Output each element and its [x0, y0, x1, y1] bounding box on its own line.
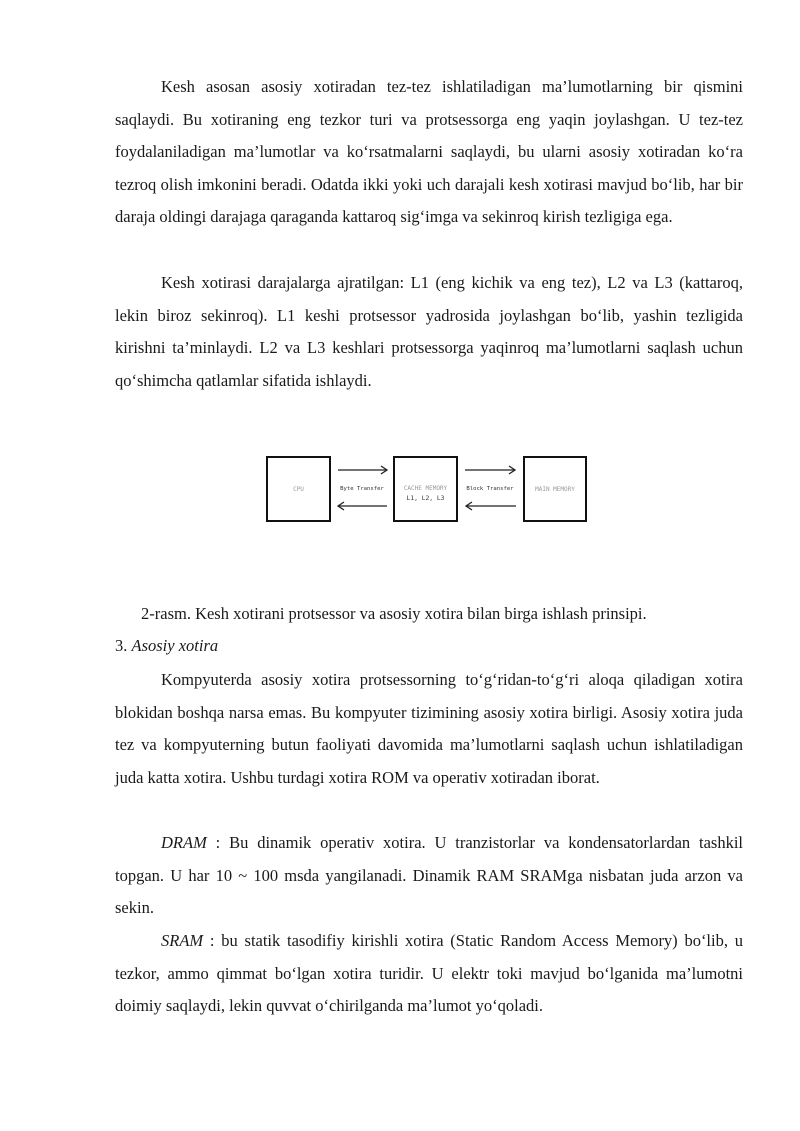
figure-caption: 2-rasm. Kesh xotirani protsessor va asosiy xotira bilan birga ishlash prinsipi. [141, 604, 647, 623]
paragraph-text: : Bu dinamik operativ xotira. U tranzistorlar va kondensatorlardan tashkil topgan. U har 10 ~ 100 msda yangilanadi. Dinamik RAM SRAMga nisbatan juda arzon va sekin. [115, 833, 743, 918]
paragraph-text: Kompyuterda asosiy xotira protsessorning to‘g‘ridan-to‘g‘ri aloqa qiladigan xotira blokidan boshqa narsa emas. Bu kompyuter tizimining asosiy xotira birligi. Asosiy xotira juda tez va kompyuterning butun faoliyati davomida ma’lumotlarni saqlash uchun ishlatiladigan juda katta xotira. Ushbu turdagi xotira ROM va operativ xotiradan iborat. [115, 670, 743, 787]
section-heading [115, 632, 218, 660]
paragraph-cache-levels [115, 267, 743, 397]
main-memory-label: MAIN MEMORY [535, 486, 575, 493]
paragraph-main-memory [115, 664, 743, 794]
cache-memory-label: CACHE MEMORY [403, 485, 448, 492]
paragraph-dram [115, 827, 743, 925]
cpu-label: CPU [293, 486, 304, 493]
cache-memory-diagram [262, 452, 592, 527]
section-number: 3. [115, 636, 128, 655]
dram-term: DRAM [161, 833, 207, 852]
byte-transfer-label: Byte Transfer [340, 486, 384, 492]
paragraph-text: : bu statik tasodifiy kirishli xotira (Static Random Access Memory) bo‘lib, u tezkor, ammo qimmat bo‘lgan xotira turidir. U elektr toki mavjud bo‘lganida ma’lumotni doimiy saqlaydi, lekin quvvat o‘chirilganda ma’lumot yo‘qoladi. [115, 931, 743, 1016]
section-title: Asosiy xotira [131, 636, 219, 655]
paragraph-text: Kesh asosan asosiy xotiradan tez-tez ishlatiladigan ma’lumotlarning bir qismini saqlaydi. Bu xotiraning eng tezkor turi va protsessorga eng yaqin joylashgan. U tez-tez foydalaniladigan ma’lumotlar va ko‘rsatmalarni saqlaydi, bu ularni asosiy xotiradan ko‘ra tezroq olish imkonini beradi. Odatda ikki yoki uch darajali kesh xotirasi mavjud bo‘lib, har bir daraja oldingi darajaga qaraganda kattaroq sig‘imga va sekinroq kirish tezligiga ega. [115, 77, 743, 227]
paragraph-cache-intro [115, 71, 743, 234]
cache-levels-label: L1, L2, L3 [406, 495, 445, 502]
block-transfer-label: Block Transfer [466, 486, 514, 492]
paragraph-text: Kesh xotirasi darajalarga ajratilgan: L1 (eng kichik va eng tez), L2 va L3 (kattaroq, lekin biroz sekinroq). L1 keshi protsessor yadrosida joylashgan bo‘lib, yashin tezligida kirishni ta’minlaydi. L2 va L3 keshlari protsessorga yaqinroq ma’lumotlarni saqlash uchun qo‘shimcha qatlamlar sifatida ishlaydi. [115, 273, 743, 390]
sram-term: SRAM [161, 931, 204, 950]
paragraph-sram [115, 925, 743, 1023]
